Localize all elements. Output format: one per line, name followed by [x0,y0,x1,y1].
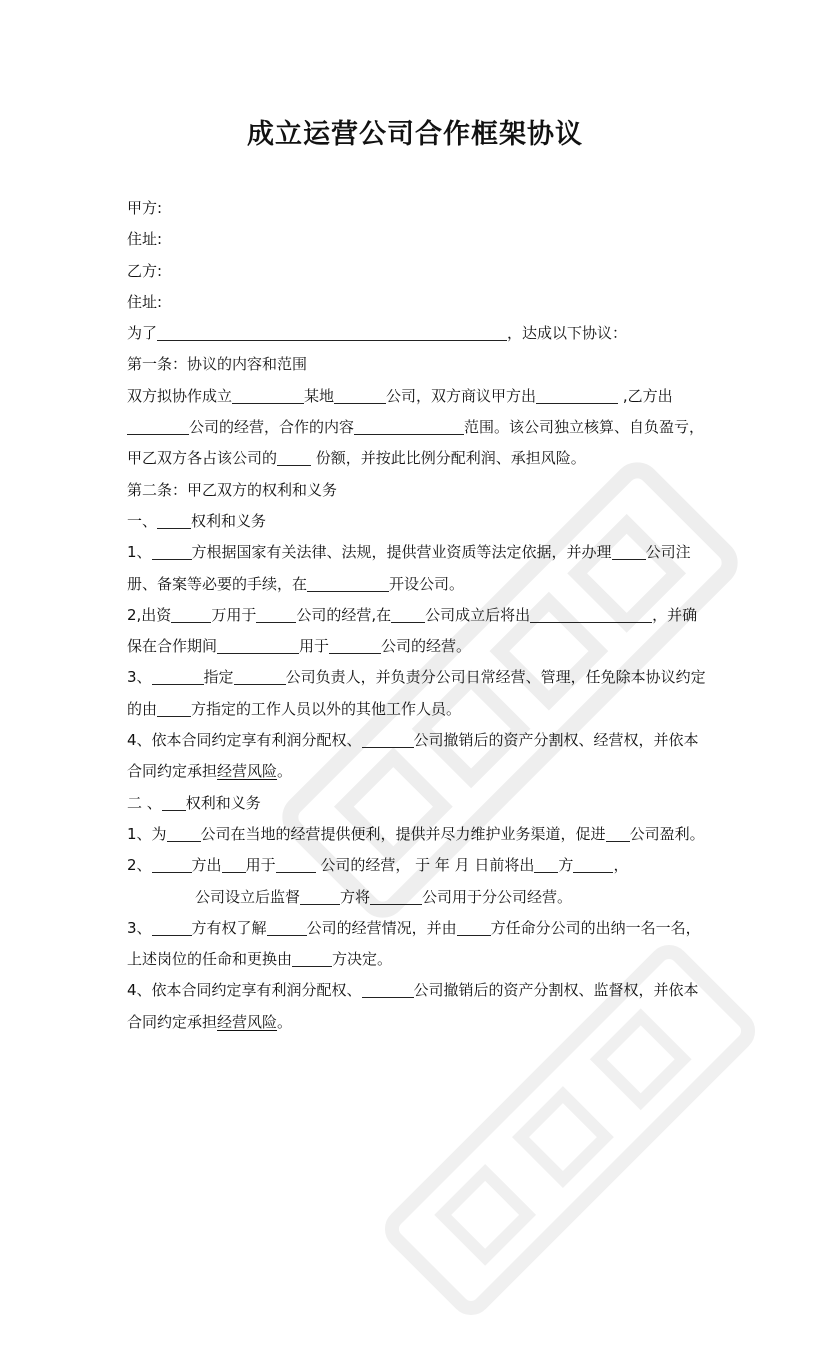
text: 指定 [203,668,234,687]
document-title: 成立运营公司合作框架协议 [247,119,583,150]
text: 双方拟协作成立 [127,386,233,405]
blank-field [152,669,204,685]
text: 公司撤销后的资产分割权、监督权，并依本合同约定承担 [127,981,699,1031]
text: 公司的经营，合作的内容 [189,418,355,437]
text: 。 [277,762,293,781]
blank-field [457,920,491,936]
article-1-heading: 第一条：协议的内容和范围 [127,355,308,374]
text: 某地 [304,386,335,405]
text: 用于 [245,856,276,875]
text: 方根据国家有关法律、法规，提供营业资质等法定依据，并办理 [191,543,612,562]
text: 3、 [127,668,152,687]
text: 公司的经营情况，并由 [306,918,457,937]
blank-field [171,607,211,623]
blank-field [152,920,192,936]
text: 方任命分公司的出纳一名一名，上述岗位的任命和更换由 [127,918,701,969]
section-two-heading [127,788,707,819]
text: 方 [558,856,574,875]
clause-a4 [127,725,707,788]
blank-field [573,857,613,873]
blank-field [234,669,286,685]
text: 开设公司。 [389,574,465,593]
text: 方有权了解 [191,918,267,937]
blank-field [276,857,316,873]
party-a-line: 甲方: [127,199,163,217]
underlined-text: 经营风险 [217,1012,278,1031]
text: 公司在当地的经营提供便利，提供并尽力维护业务渠道，促进 [200,824,606,843]
purpose-text: 为了 [127,324,158,343]
blank-field [267,920,307,936]
blank-field [307,576,389,592]
clause-a2 [127,600,707,663]
text: 权利和义务 [191,511,267,530]
text: 一、 [127,511,158,530]
text: 1、为 [127,824,167,843]
text: ,乙方出 [618,386,673,405]
text: 公司的经营。 [381,637,472,656]
text: 方将 [340,887,371,906]
text: 公司的经营,在 [296,605,392,624]
text: 公司用于分公司经营。 [422,887,573,906]
text: 公司注册、备案等必要的手续，在 [127,543,691,593]
blank-field [536,388,618,404]
purpose-line [127,318,707,349]
clause-b2-line2 [127,882,707,913]
blank-field [292,951,332,967]
blank-field [127,419,189,435]
blank-field [157,513,191,529]
text: 4、依本合同约定享有利润分配权、 [127,981,362,1000]
text: 2,出资 [127,605,172,624]
article-1-paragraph [127,381,707,475]
text: 公司撤销后的资产分割权、经营权，并依本合同约定承担 [127,731,699,781]
blank-field [232,388,304,404]
text: 。 [277,1012,293,1031]
party-b-line: 乙方: [127,261,163,280]
text: ， [613,856,629,875]
text: 4、依本合同约定享有利润分配权、 [127,731,362,750]
blank-field [334,388,386,404]
party-b-address-line: 住址: [127,292,163,311]
blank-field [606,826,630,842]
clause-a1 [127,537,707,600]
text: 公司成立后将出 [425,605,531,624]
text: 方决定。 [332,950,393,969]
blank-field [354,419,464,435]
clause-a3 [127,662,707,725]
blank-field [162,795,186,811]
article-2-heading: 第二条：甲乙双方的权利和义务 [127,480,338,499]
clause-b2-line1 [127,850,707,881]
document-body [127,193,707,1038]
blank-field [530,607,652,623]
blank-field [222,857,246,873]
blank-field [300,889,340,905]
text: 范围。该公司独立核算、自负盈亏，甲乙双方各占该公司的 [127,418,705,468]
text: 万用于 [211,605,257,624]
blank-field [612,544,646,560]
blank-field [157,701,191,717]
blank-field [152,857,192,873]
party-a-address-line: 住址: [127,230,163,249]
text: 3、 [127,918,152,937]
blank-field [167,826,201,842]
text: 公司负责人，并负责分公司日常经营、管理，任免除本协议约定的由 [127,668,706,718]
blank-field [329,638,381,654]
text: 方指定的工作人员以外的其他工作人员。 [191,699,462,718]
text: 权利和义务 [185,793,261,812]
text: 方出 [191,856,222,875]
clause-b1 [127,819,707,850]
blank-field [217,638,299,654]
text: 1、 [127,543,152,562]
text: 公司，双方商议甲方出 [386,386,537,405]
blank-field [362,732,414,748]
text: 公司设立后监督 [195,887,301,906]
text: 用于 [299,637,330,656]
text: 份额，并按此比例分配利润、承担风险。 [311,449,586,468]
section-one-heading [127,506,707,537]
clause-b3 [127,913,707,976]
blank-field [256,607,296,623]
blank-field [157,325,507,341]
text: 公司的经营， 于 年 月 日前将出 [315,856,535,875]
clause-b4 [127,975,707,1038]
blank-field [152,544,192,560]
blank-field [362,982,414,998]
text: 公司盈利。 [629,824,705,843]
purpose-text-end: ，达成以下协议： [507,324,628,343]
text: 2、 [127,856,152,875]
blank-field [534,857,558,873]
text: 二 、 [127,793,162,812]
text: ，并确保在合作期间 [127,605,698,656]
blank-field [370,889,422,905]
underlined-text: 经营风险 [217,762,278,781]
blank-field [277,450,311,466]
blank-field [391,607,425,623]
